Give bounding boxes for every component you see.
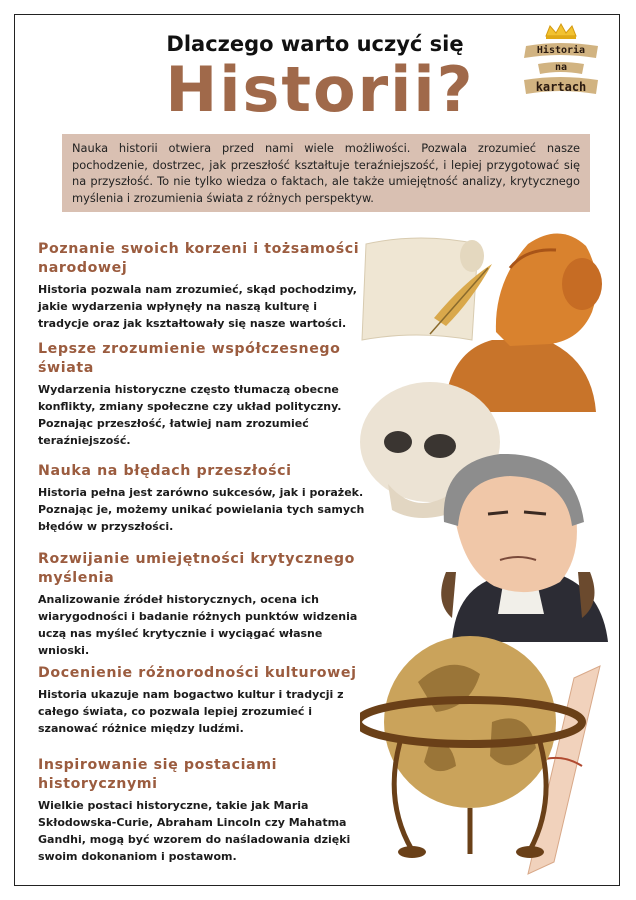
- section-body: Wydarzenia historyczne często tłumaczą obecne konflikty, zmiany społeczne czy układ polityczny. Poznając przeszłość, łatwiej nam zrozumieć teraźniejszość.: [38, 383, 342, 447]
- logo: [520, 22, 602, 104]
- logo-line-1: Historia: [536, 45, 586, 56]
- section-roots: [38, 240, 368, 332]
- section-body: Historia ukazuje nam bogactwo kultur i tradycji z całego świata, co pozwala lepiej zrozumieć i szanować różnice między ludźmi.: [38, 688, 344, 735]
- portrait-icon: [441, 454, 608, 642]
- section-cultural-diversity: [38, 664, 368, 737]
- section-heading: Nauka na błędach przeszłości: [38, 463, 292, 479]
- logo-line-2: na: [554, 62, 568, 73]
- illustration-collage: [360, 222, 610, 878]
- page-title: Historii?: [165, 53, 475, 126]
- section-heading: Rozwijanie umiejętności krytycznego myślenia: [38, 551, 356, 586]
- section-historical-figures: [38, 756, 368, 865]
- logo-line-3: kartach: [535, 80, 587, 94]
- section-body: Analizowanie źródeł historycznych, ocena ich wiarygodności i badanie różnych punktów widzenia uczą nas myśleć krytycznie i wyciągać własne wnioski.: [38, 593, 358, 657]
- section-heading: Lepsze zrozumienie współczesnego świata: [38, 341, 341, 376]
- section-critical-thinking: [38, 550, 368, 659]
- section-heading: Docenienie różnorodności kulturowej: [38, 665, 357, 681]
- section-body: Historia pełna jest zarówno sukcesów, jak i porażek. Poznając je, możemy unikać powielania tych samych błędów w przyszłości.: [38, 486, 365, 533]
- scroll-quill-icon: [362, 238, 492, 340]
- section-heading: Poznanie swoich korzeni i tożsamości narodowej: [38, 241, 360, 276]
- intro-paragraph: Nauka historii otwiera przed nami wiele możliwości. Pozwala zrozumieć nasze pochodzenie, dostrzec, jak przeszłość kształtuje teraźniejszość, i lepiej przygotować się na przyszłość. To nie tylko wiedza o faktach, ale także umiejętność analizy, krytycznego myślenia i zrozumienia świata z różnych perspektyw.: [62, 134, 590, 212]
- section-modern-world: [38, 340, 368, 449]
- section-body: Wielkie postaci historyczne, takie jak Maria Skłodowska-Curie, Abraham Lincoln czy Mahatma Gandhi, mogą być wzorem do naśladowania dzięki swoim dokonaniom i postawom.: [38, 799, 351, 863]
- section-heading: Inspirowanie się postaciami historycznymi: [38, 757, 278, 792]
- section-past-mistakes: [38, 462, 368, 535]
- section-body: Historia pozwala nam zrozumieć, skąd pochodzimy, jakie wydarzenia wpłynęły na naszą kulturę i tradycje oraz jak kształtowały się nasze wartości.: [38, 283, 357, 330]
- page-subtitle: Dlaczego warto uczyć się: [166, 32, 464, 56]
